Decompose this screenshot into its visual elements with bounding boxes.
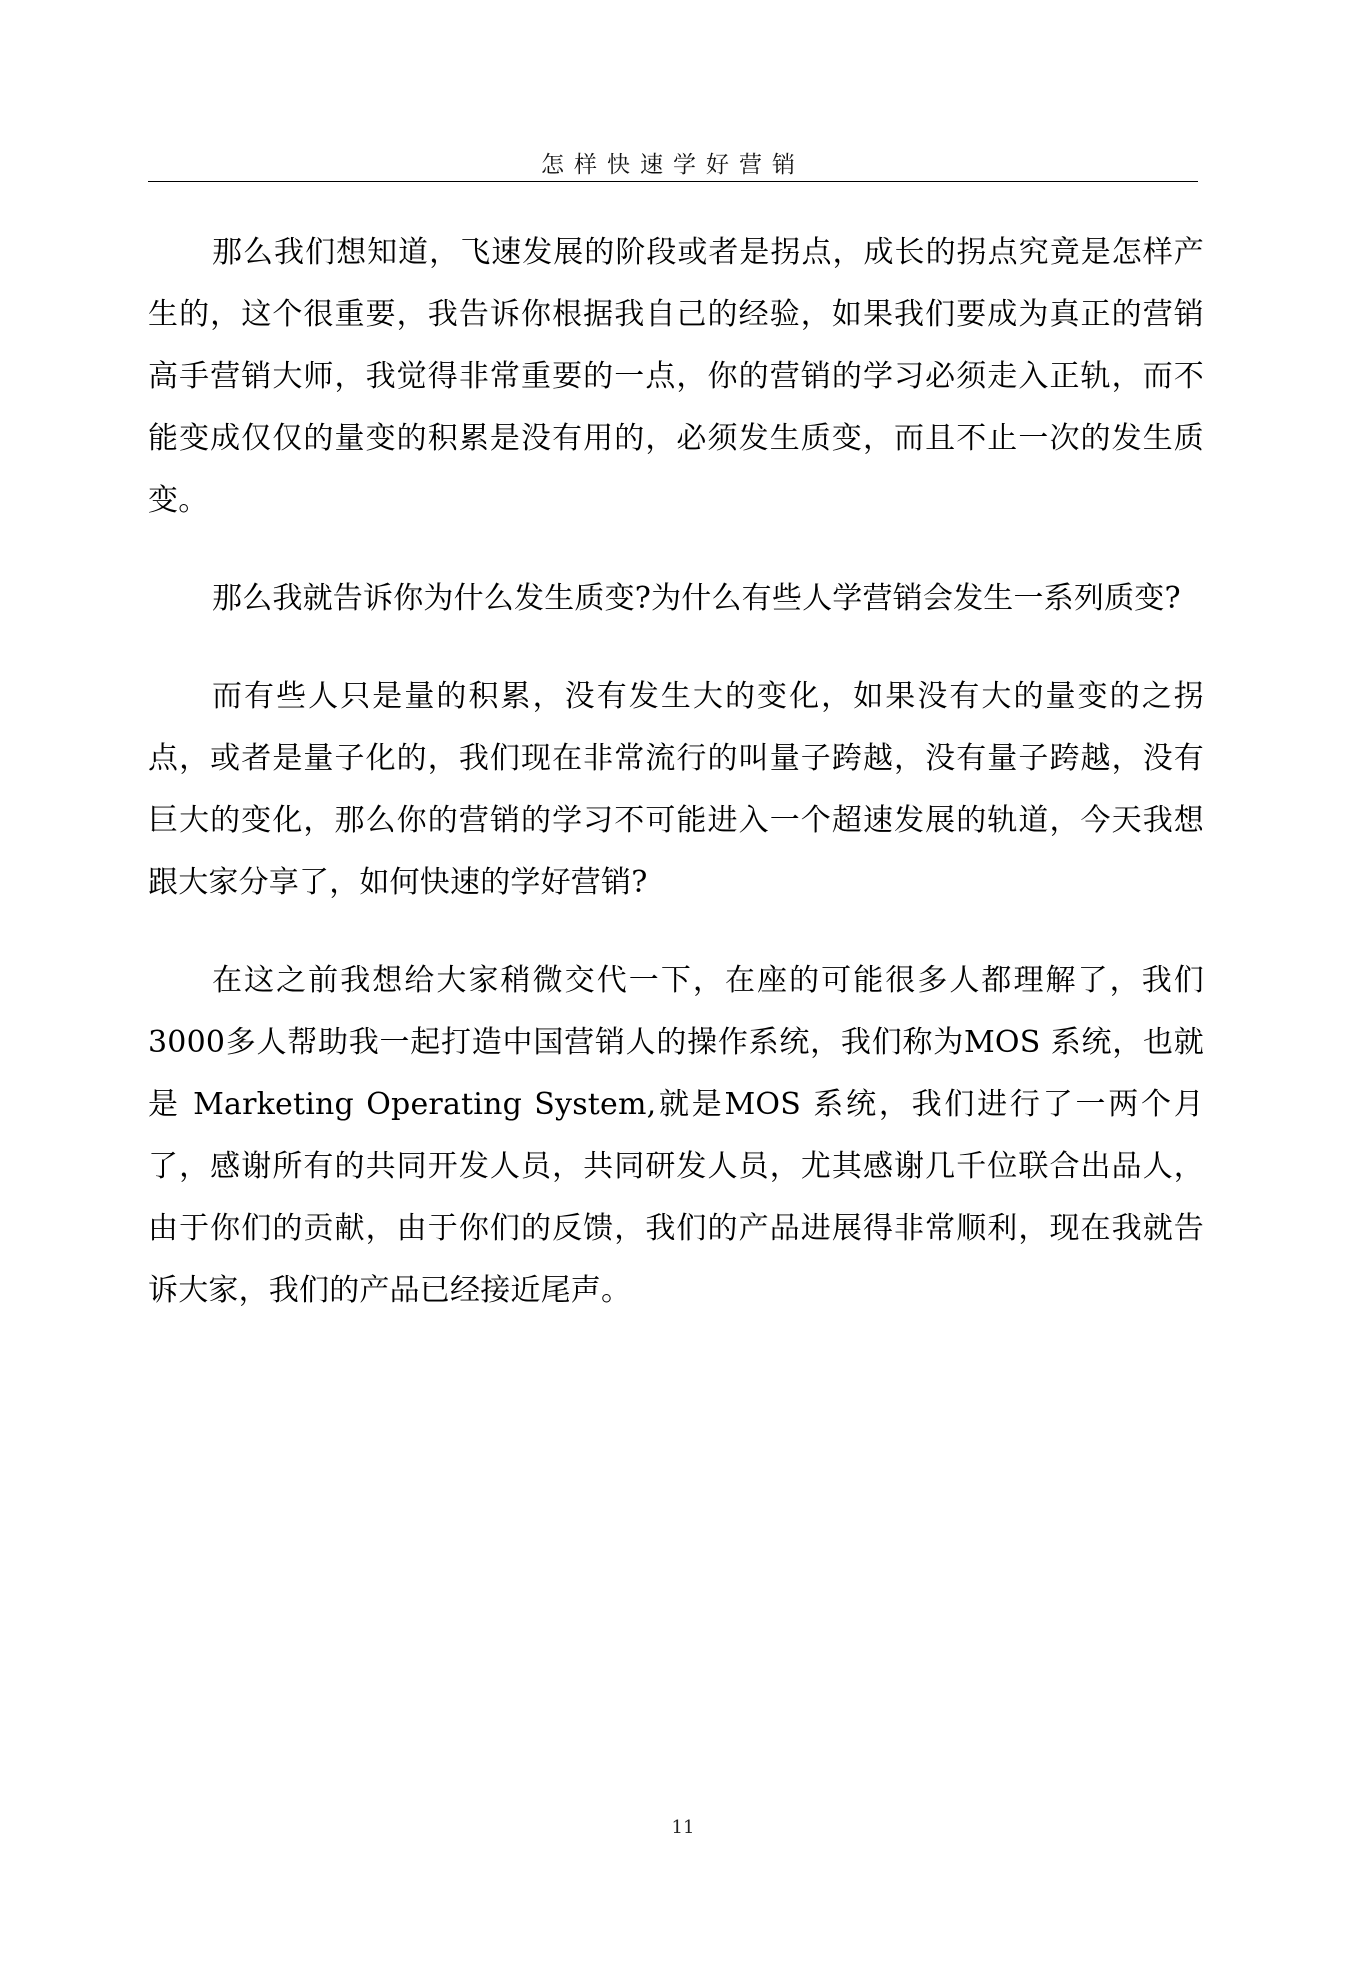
paragraph-2: 那么我就告诉你为什么发生质变?为什么有些人学营销会发生一系列质变? — [212, 581, 1181, 616]
running-header-title: 怎样快速学好营销 — [541, 152, 805, 178]
body-text — [148, 222, 1204, 1358]
paragraph-3: 而有些人只是量的积累，没有发生大的变化，如果没有大的量变的之拐点，或者是量子化的，我们现在非常流行的叫量子跨越，没有量子跨越，没有巨大的变化，那么你的营销的学习不可能进入一个超速发展的轨道，今天我想跟大家分享了，如何快速的学好营销? — [148, 679, 1204, 900]
page-number: 11 — [671, 1817, 695, 1838]
paragraph-4: 在这之前我想给大家稍微交代一下，在座的可能很多人都理解了，我们3000多人帮助我一起打造中国营销人的操作系统，我们称为MOS 系统，也就是 Marketing Operating System,就是MOS 系统，我们进行了一两个月了，感谢所有的共同开发人员，共同研发人员，尤其感谢几千位联合出品人，由于你们的贡献，由于你们的反馈，我们的产品进展得非常顺利，现在我就告诉大家，我们的产品已经接近尾声。 — [148, 963, 1204, 1308]
paragraph-1: 那么我们想知道，飞速发展的阶段或者是拐点，成长的拐点究竟是怎样产生的，这个很重要，我告诉你根据我自己的经验，如果我们要成为真正的营销高手营销大师，我觉得非常重要的一点，你的营销的学习必须走入正轨，而不能变成仅仅的量变的积累是没有用的，必须发生质变，而且不止一次的发生质变。 — [148, 235, 1204, 518]
header-divider — [148, 181, 1198, 182]
